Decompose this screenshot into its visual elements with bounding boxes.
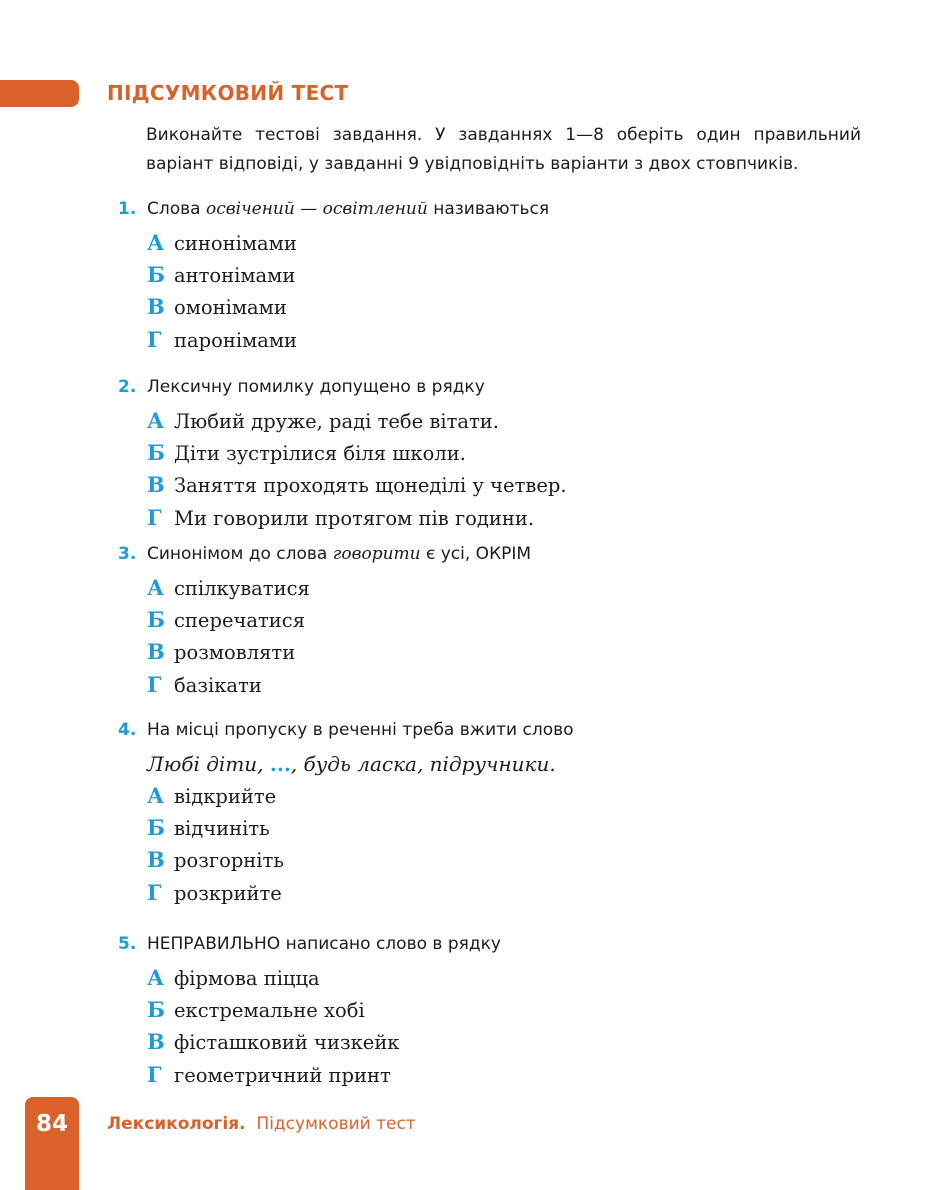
- question-text: На місці пропуску в реченні треба вжити слово: [147, 720, 574, 740]
- footer-section: Лексикологія.: [107, 1114, 246, 1134]
- option-g[interactable]: Г геометричний принт: [147, 1061, 391, 1087]
- page-number: 84: [35, 1111, 68, 1137]
- question-number: 3.: [118, 544, 137, 564]
- question-3: [118, 542, 878, 701]
- section-title: ПІДСУМКОВИЙ ТЕСТ: [107, 81, 349, 105]
- option-v[interactable]: В розгорніть: [147, 847, 284, 873]
- question-number: 5.: [118, 934, 137, 954]
- option-b[interactable]: Б сперечатися: [147, 607, 306, 633]
- question-2: [118, 375, 878, 534]
- answer-options: [147, 962, 878, 1091]
- answer-options: [147, 572, 878, 701]
- section-header-bar: [0, 80, 79, 107]
- question-text: Лексичну помилку допущено в рядку: [147, 377, 485, 397]
- option-a[interactable]: А фірмова піцца: [147, 965, 320, 990]
- option-a[interactable]: А відкрийте: [147, 783, 277, 808]
- option-g[interactable]: Г Ми говорили протягом пів години.: [147, 504, 535, 530]
- question-text: Синонімом до слова говорити є усі, ОКРІМ: [147, 544, 532, 564]
- question-5: [118, 932, 878, 1091]
- example-sentence: Любі діти, ..., будь ласка, підручники.: [147, 752, 556, 776]
- option-a[interactable]: А Любий друже, раді тебе вітати.: [147, 408, 499, 433]
- question-number: 1.: [118, 199, 137, 219]
- footer-topic: Підсумковий тест: [256, 1114, 416, 1134]
- option-g[interactable]: Г розкрийте: [147, 879, 282, 905]
- option-b[interactable]: Б екстремальне хобі: [147, 997, 365, 1023]
- option-a[interactable]: А синонімами: [147, 230, 297, 255]
- option-a[interactable]: А спілкуватися: [147, 575, 310, 600]
- option-v[interactable]: В Заняття проходять щонеділі у четвер.: [147, 472, 567, 498]
- option-v[interactable]: В омонімами: [147, 294, 287, 320]
- option-g[interactable]: Г паронімами: [147, 326, 298, 352]
- option-v[interactable]: В фісташковий чизкейк: [147, 1029, 400, 1055]
- question-text: Слова освічений — освітлений називаються: [147, 199, 550, 219]
- question-4: [118, 718, 878, 909]
- option-b[interactable]: Б відчиніть: [147, 815, 270, 841]
- instructions-paragraph: Виконайте тестові завдання. У завданнях 1—8 оберіть один правильний варіант відповіді, у завданні 9 увідповідніть варіанти з двох стовпчиків.: [146, 125, 861, 174]
- option-b[interactable]: Б антонімами: [147, 262, 296, 288]
- answer-options: [147, 405, 878, 534]
- question-text: НЕПРАВИЛЬНО написано слово в рядку: [147, 934, 501, 954]
- option-g[interactable]: Г базікати: [147, 671, 262, 697]
- gap-marker: ...: [269, 752, 291, 776]
- answer-options: [147, 780, 878, 909]
- option-b[interactable]: Б Діти зустрілися біля школи.: [147, 440, 466, 466]
- answer-options: [147, 227, 878, 356]
- question-number: 4.: [118, 720, 137, 740]
- running-footer: [107, 1114, 416, 1134]
- question-number: 2.: [118, 377, 137, 397]
- option-v[interactable]: В розмовляти: [147, 639, 296, 665]
- question-1: [118, 197, 878, 356]
